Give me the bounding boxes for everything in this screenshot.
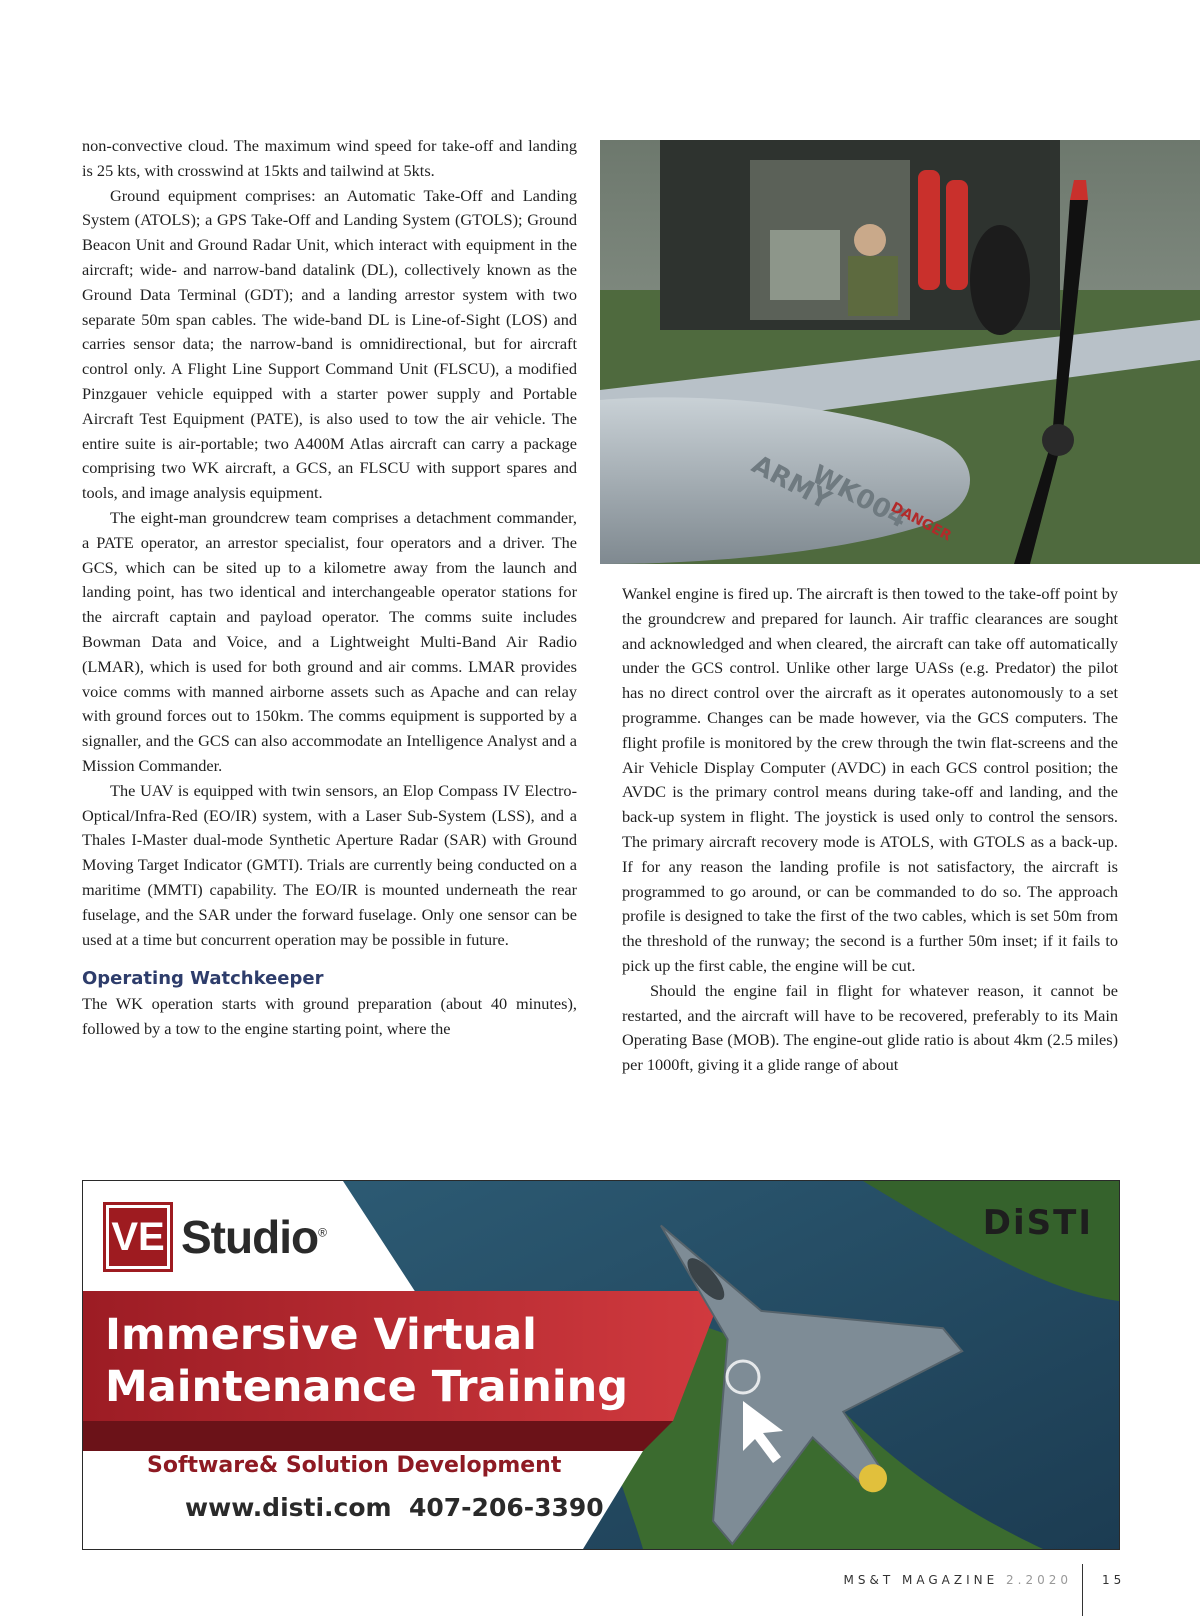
magazine-name: MS&T MAGAZINE (843, 1573, 999, 1587)
registered-mark: ® (318, 1225, 326, 1240)
ad-subline: Software& Solution Development (147, 1453, 562, 1478)
ve-studio-logo (103, 1205, 326, 1269)
footer-divider (1082, 1564, 1083, 1616)
paragraph: The eight-man groundcrew team comprises a detachment commander, a PATE operator, an arrestor specialist, four operators and a driver. The GCS, which can be sited up to a kilometre away from the launch and landing point, has two identical and interchangeable operator stations for the aircraft captain and payload operator. The comms suite includes Bowman Data and Voice, and a Lightweight Multi-Band Air Radio (LMAR), which is used for both ground and air comms. LMAR provides voice comms with manned airborne assets such as Apache and can relay with ground forces out to 150km. The comms equipment is supported by a signaller, and the GCS can also accommodate an Intelligence Analyst and a Mission Commander. (82, 507, 577, 775)
danger-label: DANGER (888, 499, 954, 545)
section-heading: Operating Watchkeeper (82, 968, 324, 990)
paragraph: Should the engine fail in flight for whatever reason, it cannot be restarted, and the aircraft will have to be recovered, preferably to its Main Operating Base (MOB). The engine-out glide ratio is about 4km (2.5 miles) per 1000ft, giving it a glide range of about (622, 980, 1118, 1075)
paragraph: non-convective cloud. The maximum wind speed for take-off and landing is 25 kts, with crosswind at 15kts and tailwind at 5kts. (82, 136, 577, 180)
ve-logo-box: VE (103, 1202, 173, 1272)
ve-logo-word: Studio (181, 1211, 319, 1263)
article-column-left (82, 134, 577, 1042)
ad-headline-line: Immersive Virtual (105, 1310, 537, 1360)
disti-logo: DiSTI (982, 1203, 1093, 1243)
ad-headline (105, 1309, 628, 1413)
aircraft-marking: ARMY (746, 449, 836, 517)
ad-contact-link[interactable]: www.disti.com 407-206-3390 (185, 1493, 604, 1522)
footer-magazine (844, 1573, 1072, 1587)
article-photo (600, 140, 1200, 564)
paragraph: The UAV is equipped with twin sensors, an Elop Compass IV Electro-Optical/Infra-Red (EO/IR) system, with a Laser Sub-System (LSS), and a Thales I-Master dual-mode Synthetic Aperture Radar (SAR) with Ground Moving Target Indicator (GMTI). Trials are currently being conducted on a maritime (MMTI) capability. The EO/IR is mounted underneath the rear fuselage, and the SAR under the forward fuselage. Only one sensor can be used at a time but concurrent operation may be possible in future. (82, 780, 577, 949)
article-column-right (622, 582, 1118, 1078)
page-number: 15 (1102, 1573, 1126, 1587)
paragraph: Ground equipment comprises: an Automatic Take-Off and Landing System (ATOLS); a GPS Take-Off and Landing System (GTOLS); Ground Beacon Unit and Ground Radar Unit, which interact with equipment in the aircraft; wide- and narrow-band datalink (DL), collectively known as the Ground Data Terminal (GDT); and a landing arrestor system with two separate 50m span cables. The wide-band DL is Line-of-Sight (LOS) and carries sensor data; the narrow-band is omnidirectional, but for aircraft control only. A Flight Line Support Command Unit (FLSCU), a modified Pinzgauer vehicle equipped with a starter power supply and Portable Aircraft Test Equipment (PATE), is also used to tow the air vehicle. The entire suite is air-portable; two A400M Atlas aircraft can carry a package comprising two WK aircraft, a GCS, an FLSCU with support spares and tools, and image analysis equipment. (82, 185, 577, 503)
paragraph: The WK operation starts with ground preparation (about 40 minutes), followed by a tow to the engine starting point, where the (82, 994, 577, 1039)
paragraph: Wankel engine is fired up. The aircraft is then towed to the take-off point by the groundcrew and prepared for launch. Air traffic clearances are sought and acknowledged and when cleared, the aircraft can take off automatically under the GCS control. Unlike other large UASs (e.g. Predator) the pilot has no direct control over the aircraft as it operates autonomously to a set programme. Changes can be made however, via the GCS computers. The flight profile is monitored by the crew through the twin flat-screens and the Air Vehicle Display Computer (AVDC) in each GCS control position; the AVDC is the primary control means during take-off and landing, and the back-up system in flight. The joystick is used only to control the sensors. The primary aircraft recovery mode is ATOLS, with GTOLS as a back-up. If for any reason the landing profile is not satisfactory, the aircraft is programmed to go around, or can be commanded to do so. The approach profile is designed to take the first of the two cables, which is set 50m from the threshold of the runway; the second is a further 50m inset; if it fails to pick up the first cable, the engine will be cut. (622, 584, 1118, 975)
aircraft-serial: WK004 (806, 459, 912, 535)
uav-groundcrew-illustration (600, 140, 1200, 564)
issue-number: 2.2020 (1006, 1573, 1072, 1587)
advertisement[interactable] (82, 1180, 1120, 1550)
ad-headline-line: Maintenance Training (105, 1362, 629, 1412)
